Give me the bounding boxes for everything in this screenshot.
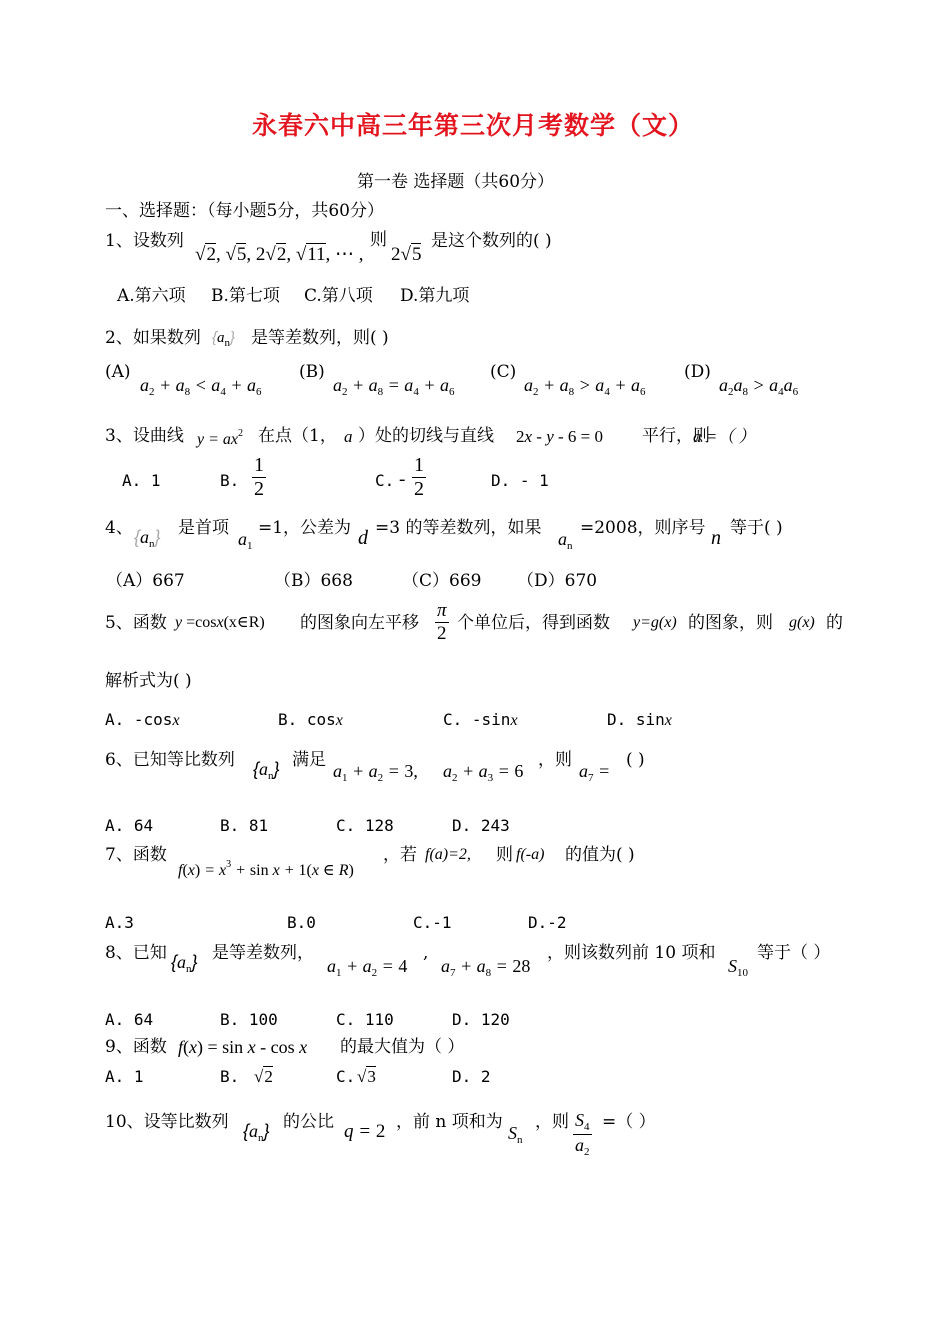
q2-expr-b: $a_2 + a_8 = a_4 + a_6$ — [333, 375, 455, 398]
q3-c-frac-den: 2 — [414, 478, 424, 500]
q6-t1: 满足 — [292, 750, 326, 770]
q3-tail2: a =（ ） — [693, 427, 756, 446]
q4-option-d: （D）670 — [517, 571, 598, 591]
q6-t2: ，则 — [538, 750, 572, 770]
q5-option-b-text: B. cos — [278, 710, 336, 729]
q4-t2: =1，公差为 — [258, 518, 352, 538]
q5-g: y=g(x) — [633, 614, 677, 631]
q7-t3: 的值为( ) — [565, 845, 635, 865]
q6-option-a: A. 64 — [105, 816, 154, 835]
q9-t1: 的最大值为（ ） — [340, 1037, 465, 1057]
q6-t3: ( ) — [626, 750, 645, 770]
q8-option-d: D. 120 — [452, 1010, 510, 1029]
q1-sequence: √2, √5, 2√2, √11, ⋯ , — [195, 244, 364, 265]
q8-option-b: B. 100 — [220, 1010, 278, 1029]
q3-tail: 平行，则 — [642, 426, 710, 446]
q10-frac-den: $a_2$ — [575, 1134, 590, 1158]
q4-option-a: （A）667 — [106, 571, 185, 591]
q6-seq: $\{a_n\}$ — [253, 759, 280, 782]
q5-option-b-x: x — [335, 712, 343, 729]
q5-t2: 个单位后，得到函数 — [457, 613, 610, 633]
q4-a1: $a_1$ — [238, 529, 253, 552]
q6-stem: 6、已知等比数列 — [105, 750, 235, 770]
q1-option-a: A.第六项 — [117, 286, 186, 306]
q6-e1: $a_1 + a_2 = 3$, — [333, 761, 418, 784]
q5-option-d — [607, 712, 672, 729]
q5-option-c-text: C. -sin — [443, 710, 511, 729]
q7-t2: 则 — [496, 845, 513, 865]
q4-option-b: （B）668 — [274, 571, 353, 591]
q3-stem: 3、设曲线 — [105, 426, 184, 446]
q8-stem: 8、已知 — [105, 943, 167, 963]
q2-label-c: (C) — [490, 362, 517, 382]
q1-option-b: B.第七项 — [211, 286, 280, 306]
q5-option-c-x: x — [510, 712, 518, 729]
q5-frac-den: 2 — [437, 622, 447, 644]
q5-option-a — [105, 712, 180, 729]
q3-b-frac-den: 2 — [254, 478, 264, 500]
q3-a: a — [344, 427, 353, 446]
q7-option-c: C.-1 — [413, 913, 452, 932]
q10-t1: 的公比 — [283, 1112, 334, 1132]
q7-option-b: B.0 — [287, 913, 316, 932]
q2-expr-d: $a_2a_8 > a_4a_6$ — [719, 375, 799, 398]
q9-c-radicand: 3 — [367, 1067, 376, 1086]
q1-mid: 则 — [370, 230, 387, 250]
q3-c-neg: - — [399, 469, 406, 490]
q5-option-b — [278, 712, 343, 729]
q2-stem: 2、如果数列 — [105, 328, 201, 348]
q7-cond: f(a)=2, — [425, 846, 471, 863]
q4-t1: 是首项 — [178, 518, 229, 538]
q9-option-d: D. 2 — [452, 1067, 491, 1086]
q3-c-frac-num: 1 — [414, 454, 424, 476]
q5-t4: 的 — [826, 613, 843, 633]
q3-c-frac — [412, 454, 426, 501]
q2-expr-a: $a_2 + a_8 < a_4 + a_6$ — [140, 375, 262, 398]
q1-term: 2√5 — [391, 244, 422, 265]
q7-option-a: A.3 — [105, 913, 134, 932]
q4-t3: =3 的等差数列，如果 — [375, 518, 542, 538]
q10-seq: $\{a_n\}$ — [243, 1121, 270, 1144]
q7-option-d: D.-2 — [528, 913, 567, 932]
q8-option-c: C. 110 — [336, 1010, 394, 1029]
q1-stem: 1、设数列 — [105, 231, 184, 251]
q3-curve: $y = ax^2$ — [197, 428, 243, 448]
q9-b-root: √2 — [254, 1067, 273, 1086]
q5-option-c — [443, 712, 518, 729]
q4-n: n — [711, 527, 721, 549]
q5-frac — [435, 600, 449, 645]
q9-b-radicand: 2 — [264, 1067, 273, 1086]
part-heading: 一、选择题：（每小题5分，共60分） — [105, 201, 384, 221]
q6-e2: $a_2 + a_3 = 6$ — [443, 761, 524, 784]
q7-t1: ，若 — [383, 845, 417, 865]
q6-option-b: B. 81 — [220, 816, 269, 835]
q2-seq: $\{a_n\}$ — [212, 329, 236, 349]
q10-t2: ，前 n 项和为 — [396, 1112, 503, 1132]
q2-label-b: (B) — [299, 362, 325, 382]
q8-s: $S_{10}$ — [728, 956, 748, 979]
page-title: 永春六中高三年第三次月考数学（文） — [252, 111, 695, 140]
q3-option-b: B. — [220, 471, 240, 490]
q4-seq: $\{a_n\}$ — [134, 527, 161, 550]
q2-expr-c: $a_2 + a_8 > a_4 + a_6$ — [524, 375, 646, 398]
q10-frac-num: $S_4$ — [575, 1110, 590, 1133]
q5-t3: 的图象，则 — [688, 613, 773, 633]
q1-tail: 是这个数列的( ) — [431, 231, 552, 251]
q9-fn: f(x) = sin x - cos x — [178, 1037, 308, 1057]
q8-e1: $a_1 + a_2 = 4$ — [327, 956, 408, 979]
q9-option-c: C. — [336, 1067, 356, 1086]
q8-comma: , — [423, 943, 429, 963]
q5-option-a-text: A. -cos — [105, 710, 173, 729]
q3-option-c: C. — [375, 471, 395, 490]
q9-stem: 9、函数 — [105, 1037, 167, 1057]
q1-option-c: C.第八项 — [304, 286, 373, 306]
q3-option-d: D. - 1 — [491, 471, 549, 490]
q3-line: 2x - y - 6 = 0 — [516, 427, 604, 446]
q8-t1: 是等差数列， — [212, 943, 314, 963]
q7-stem: 7、函数 — [105, 845, 167, 865]
q10-frac — [573, 1110, 592, 1158]
q2-tail: 是等差数列，则( ) — [251, 328, 389, 348]
q7-fn: $f(x) = x^3 + \sin x + 1(x$ ∈ R) — [178, 859, 354, 879]
q8-t2: ，则该数列前 10 项和 — [547, 943, 716, 963]
q9-option-a: A. 1 — [105, 1067, 144, 1086]
q5-option-d-text: D. sin — [607, 710, 665, 729]
q9-c-root: √3 — [357, 1067, 376, 1086]
q6-option-d: D. 243 — [452, 816, 510, 835]
q8-seq: $\{a_n\}$ — [171, 952, 198, 975]
q2-label-d: (D) — [684, 362, 711, 382]
q5-option-d-x: x — [664, 712, 672, 729]
q8-t3: 等于（ ） — [757, 943, 831, 963]
q4-d: d — [358, 527, 368, 549]
q1-option-d: D.第九项 — [400, 286, 470, 306]
q4-stem: 4、 — [105, 518, 133, 538]
section-heading: 第一卷 选择题（共60分） — [357, 172, 555, 192]
q4-t5: 等于( ) — [730, 518, 783, 538]
q10-t3: ，则 — [535, 1112, 569, 1132]
q5-stem: 5、函数 — [105, 613, 167, 633]
q3-b-frac-num: 1 — [254, 454, 264, 476]
q4-option-c: （C）669 — [402, 571, 482, 591]
q9-option-b: B. — [220, 1067, 240, 1086]
q10-q: q = 2 — [344, 1121, 386, 1142]
q4-an: $a_n$ — [558, 529, 573, 552]
q3-mid: 在点（1， — [258, 426, 337, 446]
q8-option-a: A. 64 — [105, 1010, 154, 1029]
q5-option-a-x: x — [172, 712, 180, 729]
q4-t4: =2008，则序号 — [580, 518, 706, 538]
q6-e3: $a_7$ = — [579, 761, 611, 784]
q3-mid2: ）处的切线与直线 — [358, 426, 494, 446]
q5-g2: g(x) — [789, 614, 815, 631]
q5-fn: y =cosx(x∈R) — [175, 614, 265, 631]
q5-line2: 解析式为( ) — [105, 671, 192, 691]
q6-option-c: C. 128 — [336, 816, 394, 835]
q10-s: $S_n$ — [508, 1123, 523, 1146]
q5-frac-num: π — [437, 600, 447, 621]
q2-label-a: (A) — [105, 362, 131, 382]
q3-option-a: A. 1 — [122, 471, 161, 490]
q10-stem: 10、设等比数列 — [105, 1112, 229, 1132]
q5-t1: 的图象向左平移 — [300, 613, 419, 633]
q3-b-frac — [252, 454, 266, 501]
q8-e2: $a_7 + a_8 = 28$ — [441, 956, 531, 979]
q10-t4: =（ ） — [602, 1112, 656, 1132]
q7-q: f(-a) — [516, 846, 545, 863]
